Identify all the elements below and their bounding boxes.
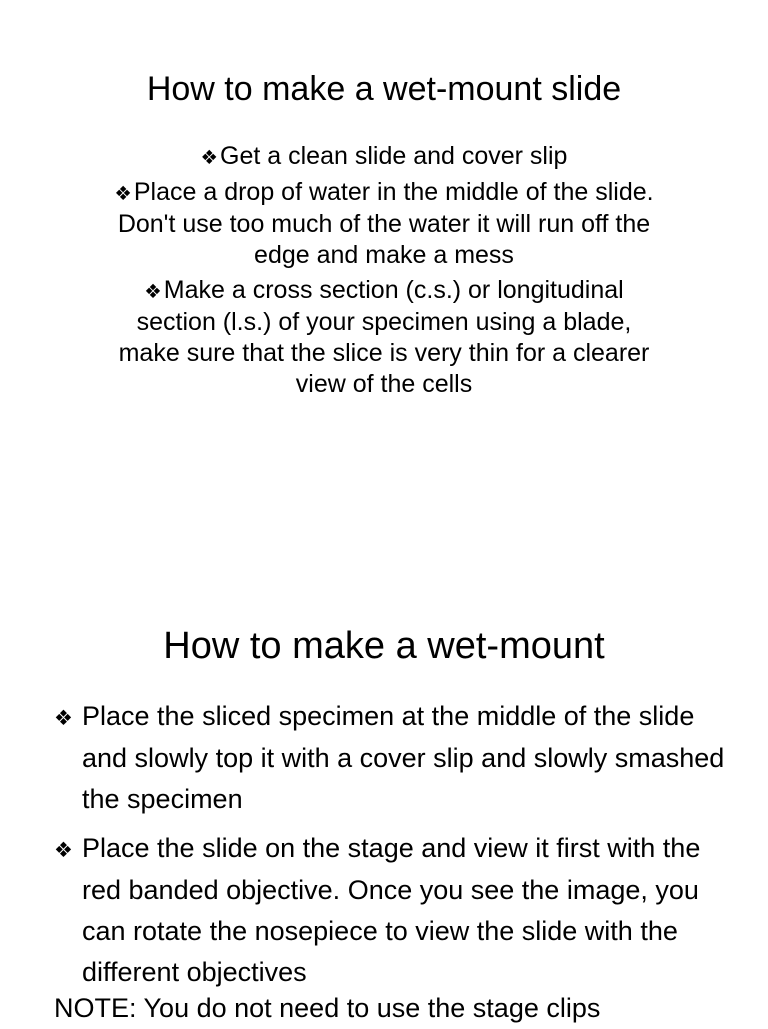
diamond-bullet-icon: ❖ xyxy=(144,280,162,303)
slide-2-note: NOTE: You do not need to use the stage clips xyxy=(54,993,601,1023)
slide-2-bullet-item xyxy=(54,828,734,993)
slide-2-bullet-list xyxy=(54,696,734,1001)
slide-1-bullet-item xyxy=(114,141,654,173)
slide-2-bullet-text: Place the slide on the stage and view it first with the red banded objective. Once you see the image, you can rotate the nosepiece to view the slide with the different objectives xyxy=(82,833,701,987)
diamond-bullet-icon: ❖ xyxy=(54,705,73,730)
slide-1-bullet-text: Place a drop of water in the middle of the slide. Don't use too much of the water it will run off the edge and make a mess xyxy=(117,178,654,269)
diamond-bullet-icon: ❖ xyxy=(114,182,132,205)
diamond-bullet-icon: ❖ xyxy=(54,837,73,862)
slide-1-bullet-list xyxy=(114,141,654,404)
slide-1-bullet-text: Make a cross section (c.s.) or longitudinal section (l.s.) of your specimen using a blade, make sure that the slice is very thin for a clearer view of the cells xyxy=(118,276,650,398)
slide-1-bullet-item xyxy=(114,275,654,400)
slide-2-bullet-item xyxy=(54,696,734,820)
slide-2-title: How to make a wet-mount xyxy=(163,625,605,667)
slide-2 xyxy=(0,560,768,1024)
slide-1-title: How to make a wet-mount slide xyxy=(146,70,622,108)
slide-1-bullet-item xyxy=(114,177,654,271)
slide-2-bullet-text: Place the sliced specimen at the middle of the slide and slowly top it with a cover slip and slowly smashed the specimen xyxy=(82,701,725,814)
diamond-bullet-icon: ❖ xyxy=(200,146,219,169)
slide-1-bullet-text: Get a clean slide and cover slip xyxy=(220,142,568,170)
